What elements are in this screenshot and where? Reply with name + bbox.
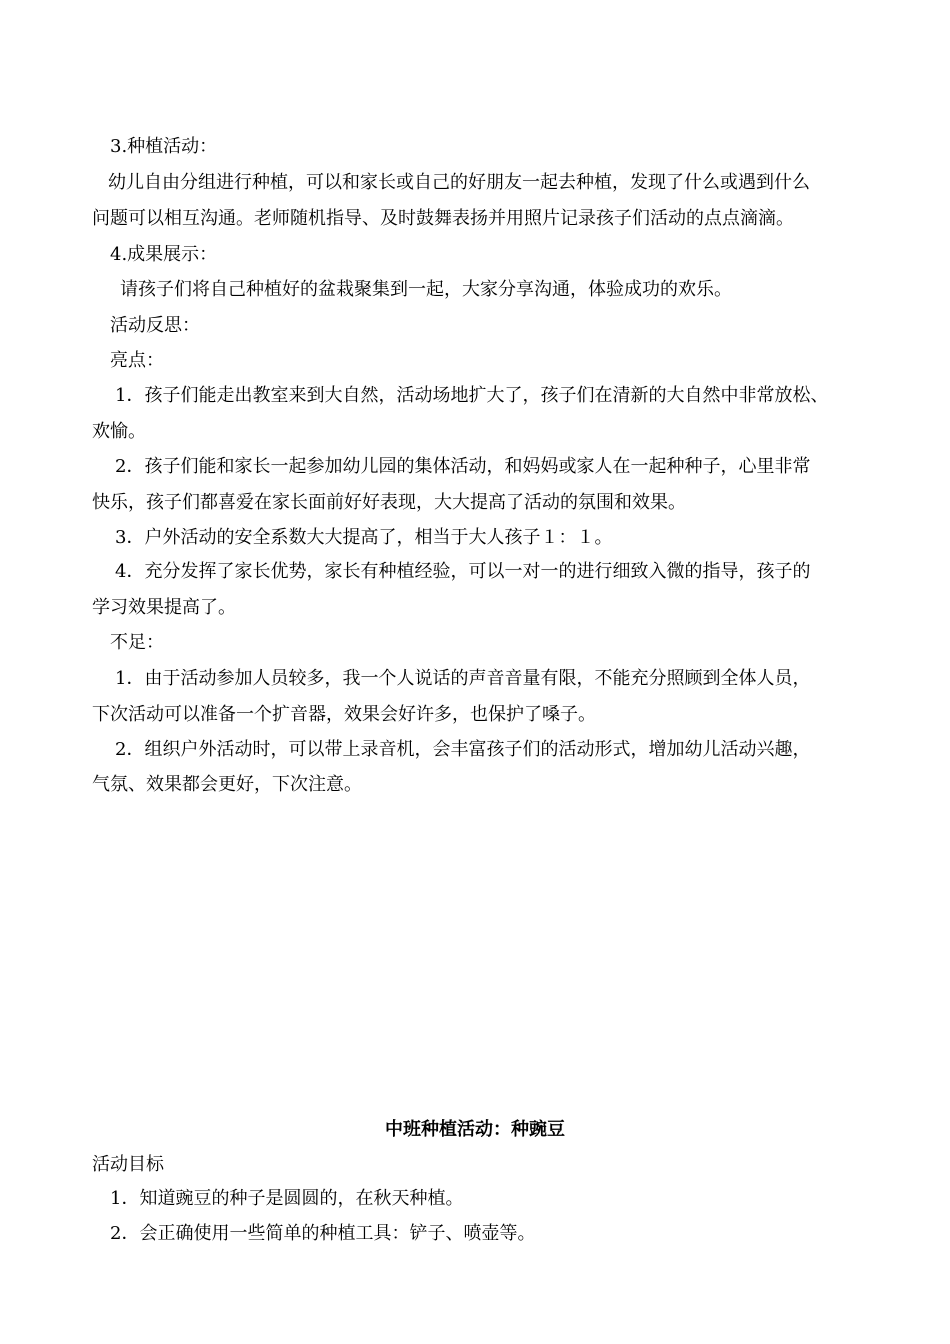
highlight-3-line-1: 3．户外活动的安全系数大大提高了，相当于大人孩子１：１。 bbox=[115, 527, 613, 548]
highlight-4-line-2: 学习效果提高了。 bbox=[92, 597, 236, 618]
shortcomings-heading: 不足： bbox=[110, 632, 164, 653]
highlight-4-line-1: 4．充分发挥了家长优势，家长有种植经验，可以一对一的进行细致入微的指导，孩子的 bbox=[115, 561, 811, 582]
reflection-heading: 活动反思： bbox=[110, 315, 200, 336]
heading-results: 4.成果展示： bbox=[110, 244, 218, 265]
goals-heading: 活动目标 bbox=[92, 1154, 164, 1175]
shortcoming-1-line-2: 下次活动可以准备一个扩音器，效果会好许多，也保护了嗓子。 bbox=[92, 704, 596, 725]
goal-2: 2．会正确使用一些简单的种植工具：铲子、喷壶等。 bbox=[110, 1223, 536, 1244]
highlight-1-line-2: 欢愉。 bbox=[92, 421, 146, 442]
highlight-2-line-2: 快乐，孩子们都喜爱在家长面前好好表现，大大提高了活动的氛围和效果。 bbox=[92, 492, 686, 513]
highlights-heading: 亮点： bbox=[110, 350, 164, 371]
lesson-title: 中班种植活动：种豌豆 bbox=[385, 1119, 565, 1140]
shortcoming-2-line-1: 2．组织户外活动时，可以带上录音机，会丰富孩子们的活动形式，增加幼儿活动兴趣， bbox=[115, 739, 811, 760]
highlight-1-line-1: 1．孩子们能走出教室来到大自然，活动场地扩大了，孩子们在清新的大自然中非常放松、 bbox=[115, 385, 829, 406]
goal-1: 1．知道豌豆的种子是圆圆的，在秋天种植。 bbox=[110, 1188, 464, 1209]
highlight-2-line-1: 2．孩子们能和家长一起参加幼儿园的集体活动，和妈妈或家人在一起种种子，心里非常 bbox=[115, 456, 811, 477]
planting-text-line-2: 问题可以相互沟通。老师随机指导、及时鼓舞表扬并用照片记录孩子们活动的点点滴滴。 bbox=[92, 208, 794, 229]
results-text: 请孩子们将自己种植好的盆栽聚集到一起，大家分享沟通，体验成功的欢乐。 bbox=[120, 279, 732, 300]
shortcoming-1-line-1: 1．由于活动参加人员较多，我一个人说话的声音音量有限，不能充分照顾到全体人员， bbox=[115, 668, 811, 689]
heading-planting: 3.种植活动： bbox=[110, 136, 218, 157]
planting-text-line-1: 幼儿自由分组进行种植，可以和家长或自己的好朋友一起去种植，发现了什么或遇到什么 bbox=[108, 172, 810, 193]
shortcoming-2-line-2: 气氛、效果都会更好，下次注意。 bbox=[92, 774, 362, 795]
